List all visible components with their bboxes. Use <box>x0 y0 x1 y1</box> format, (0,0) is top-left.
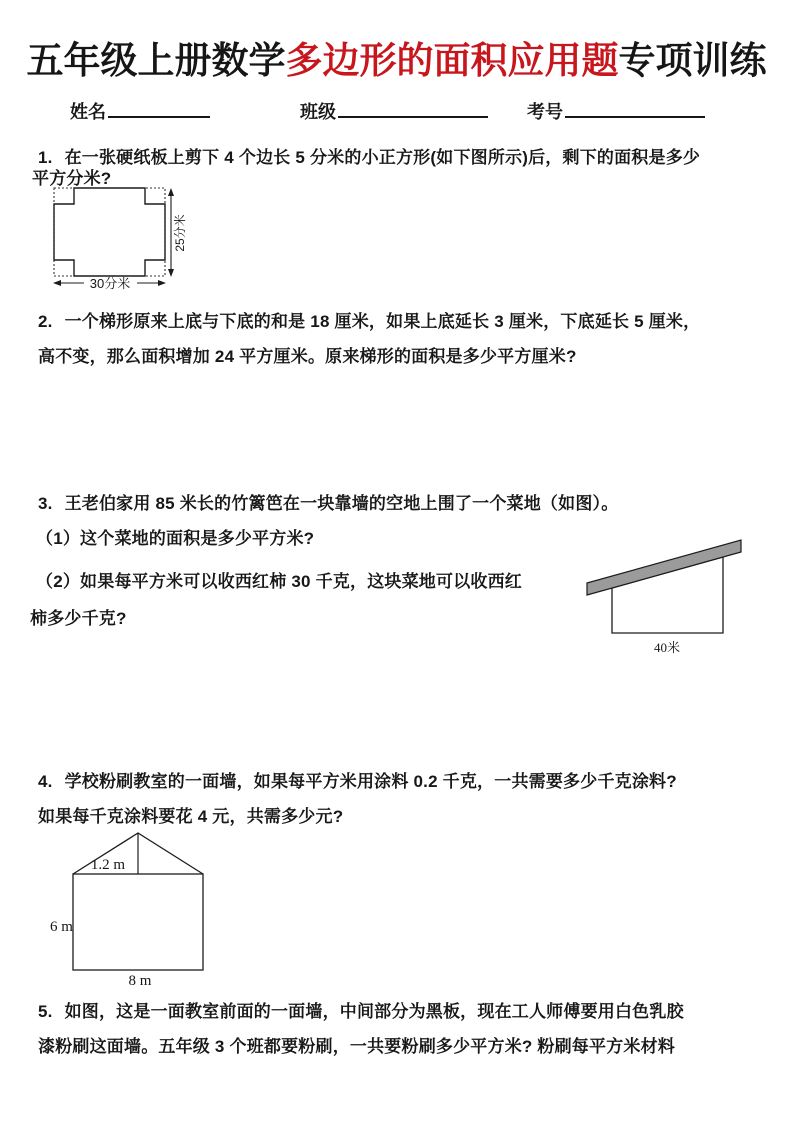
question-3-number: 3. <box>38 494 53 513</box>
height-arrow-head-top <box>168 188 174 196</box>
title-part-2: 专项训练 <box>618 41 767 82</box>
garden-diagram <box>578 528 763 660</box>
width-arrow-head-left <box>53 280 61 286</box>
question-3-line-1 <box>38 489 618 514</box>
title-part-1: 五年级上册数学 <box>26 41 286 82</box>
question-2-text-1: 一个梯形原来上底与下底的和是 18 厘米，如果上底延长 3 厘米，下底延长 5 厘米， <box>64 312 701 331</box>
height-arrow-head-bottom <box>168 269 174 277</box>
exam-number-field-label: 考号 <box>527 102 563 122</box>
title-highlight: 多边形的面积应用题 <box>285 41 619 82</box>
question-1-text-1: 在一张硬纸板上剪下 4 个边长 5 分米的小正方形(如下图所示)后，剩下的面积是多少 <box>64 148 701 167</box>
roof-height-label: 1.2 m <box>90 857 126 873</box>
cardboard-width-label: 30分米 <box>89 276 131 291</box>
name-field-label: 姓名 <box>70 102 106 122</box>
question-3-sub-2-text-1: （2）如果每平方米可以收西红柿 30 千克，这块菜地可以收西红 <box>36 572 523 591</box>
house-diagram <box>48 828 243 990</box>
question-4-line-1 <box>38 767 677 792</box>
cardboard-outer-dotted-rect <box>54 188 165 276</box>
question-5-text-2: 漆粉刷这面墙。五年级 3 个班都要粉刷，一共要粉刷多少平方米? 粉刷每平方米材料 <box>38 1037 676 1056</box>
question-4-text-1: 学校粉刷教室的一面墙，如果每平方米用涂料 0.2 千克，一共需要多少千克涂料? <box>64 772 677 791</box>
question-3-sub-2-line-2 <box>30 604 127 629</box>
exam-number-field <box>527 98 705 124</box>
question-4-number: 4. <box>38 772 53 791</box>
exam-number-blank-line <box>565 102 705 118</box>
question-2-line-1 <box>38 307 700 332</box>
width-arrow-head-right <box>158 280 166 286</box>
question-5-line-1 <box>38 997 684 1022</box>
cardboard-cross-outline <box>54 188 165 276</box>
question-1-number: 1. <box>38 148 53 167</box>
question-4-text-2: 如果每千克涂料要花 4 元，共需多少元? <box>38 807 344 826</box>
question-3-sub-1-text: （1）这个菜地的面积是多少平方米? <box>36 529 315 548</box>
question-5-line-2 <box>38 1032 675 1057</box>
question-2-text-2: 高不变，那么面积增加 24 平方厘米。原来梯形的面积是多少平方厘米? <box>38 347 577 366</box>
question-3-sub-2-text-2: 柿多少千克? <box>30 609 127 628</box>
class-blank-line <box>338 102 488 118</box>
garden-base-label: 40米 <box>653 640 681 655</box>
question-1-text-2: 平方分米? <box>32 169 112 188</box>
question-3-sub-2-line-1 <box>36 567 522 592</box>
wall-width-label: 8 m <box>128 973 152 989</box>
class-field-label: 班级 <box>300 102 336 122</box>
question-4-line-2 <box>38 802 343 827</box>
cardboard-diagram <box>50 186 200 301</box>
question-2-number: 2. <box>38 312 53 331</box>
class-field <box>300 98 488 124</box>
name-blank-line <box>108 102 210 118</box>
question-3-sub-1 <box>36 524 314 549</box>
name-field <box>70 98 210 124</box>
house-wall-rect <box>73 874 203 970</box>
page-title <box>0 30 793 84</box>
question-3-text-1: 王老伯家用 85 米长的竹篱笆在一块靠墙的空地上围了一个菜地（如图）。 <box>64 494 619 513</box>
wall-height-label: 6 m <box>50 919 73 935</box>
cardboard-height-label: 25分米 <box>173 214 187 252</box>
question-2-line-2 <box>38 342 577 367</box>
question-1-line-1 <box>38 143 700 168</box>
question-5-text-1: 如图，这是一面教室前面的一面墙，中间部分为黑板，现在工人师傅要用白色乳胶 <box>64 1002 684 1021</box>
question-5-number: 5. <box>38 1002 53 1021</box>
